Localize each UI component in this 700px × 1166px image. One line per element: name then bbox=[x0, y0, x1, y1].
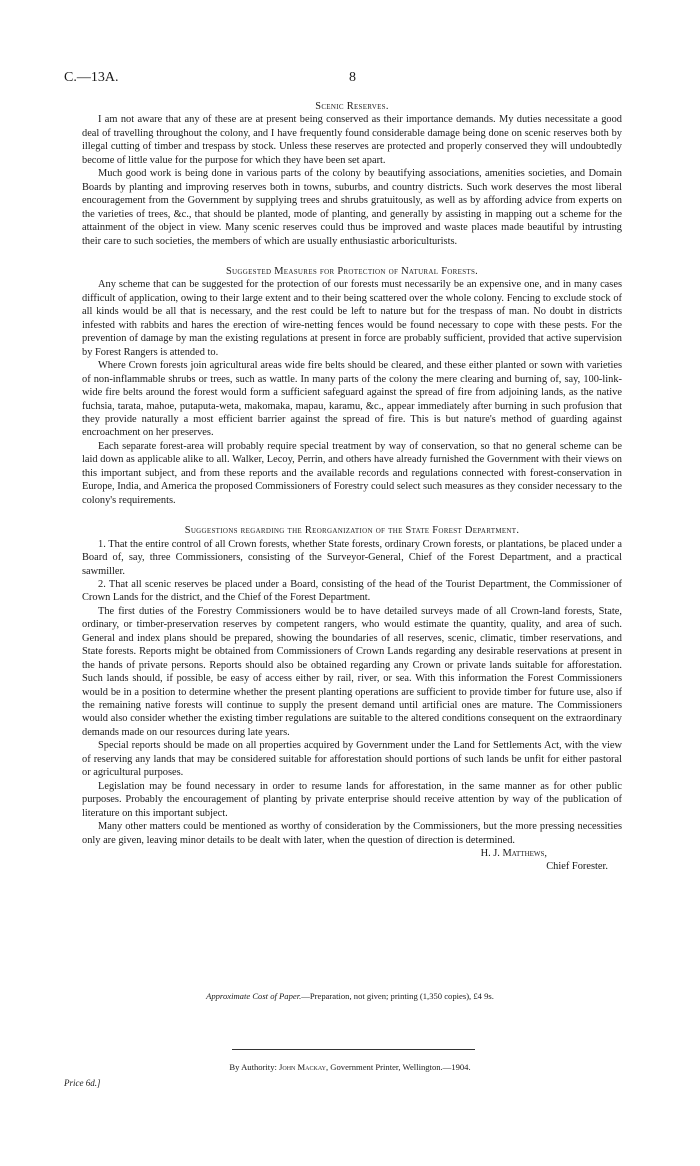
page-number: 8 bbox=[349, 70, 356, 85]
paragraph: 2. That all scenic reserves be placed under a Board, consisting of the head of the Tourist Department, the Commissioner of Crown Lands for the district, and the Chief of the Forest Department. bbox=[82, 578, 622, 604]
section-heading: Scenic Reserves. bbox=[315, 101, 389, 112]
paragraph: Where Crown forests join agricultural areas wide fire belts should be cleared, and these either planted or sown with varieties of non-inflammable shrubs or trees, such as wattle. In many parts of the colony the mere clearing and burning of, say, 100-link-wide fire belts around the forest would form a sufficient safeguard against the spread of fire from adjoining lands, as the native fuchsia, tarata, mahoe, putaputa-weta, makomaka, mapau, karamu, &c., appear immediately after burning in such profusion that they provide naturally a most efficient barrier against the spread of fire. This is but nature's method of guarding against encroachment on her preserves. bbox=[82, 360, 622, 439]
cost-text: —Preparation, not given; printing (1,350 copies), £4 9s. bbox=[301, 991, 494, 1001]
section-scenic-reserves bbox=[82, 100, 622, 248]
paragraph: Any scheme that can be suggested for the protection of our forests must necessarily be an expensive one, and in many cases difficult of application, owing to their large extent and to their being scattered over the whole colony. Fencing to exclude stock of all kinds would be all that is necessary, and the rest could be left to nature but for the trespass of man. No doubt in districts infested with rabbits and hares the erection of wire-netting fences would be found necessary to cope with these pests. For the prevention of damage by man the existing regulations at present in force are probably sufficient, provided that active supervision by Forest Rangers is attended to. bbox=[82, 279, 622, 358]
paragraph: 1. That the entire control of all Crown forests, whether State forests, ordinary Crown forests, or plantations, be placed under a Board of, say, three Commissioners, consisting of the Surveyor-General, Chief of the Forest Department, and a practical sawmiller. bbox=[82, 538, 622, 577]
printer-imprint bbox=[0, 1062, 700, 1072]
authority-prefix: By Authority: bbox=[229, 1062, 280, 1072]
printer-name: John Mackay bbox=[279, 1062, 326, 1072]
paragraph: Many other matters could be mentioned as worthy of consideration by the Commissioners, but the more pressing necessities only are given, leaving minor details to be dealt with later, when the question of direction is determined. bbox=[82, 821, 622, 846]
page-header bbox=[64, 70, 640, 90]
footer-rule bbox=[232, 1049, 475, 1050]
document-code: C.—13A. bbox=[64, 70, 119, 85]
cost-label: Approximate Cost of Paper. bbox=[206, 991, 302, 1001]
price-note: Price 6d.] bbox=[64, 1078, 101, 1088]
paragraph: Special reports should be made on all properties acquired by Government under the Land for Settlements Act, with the view of reserving any lands that may be considered suitable for afforestation should portions of such lands be unfit for either pastoral or agricultural purposes. bbox=[82, 740, 622, 779]
signatory-title: Chief Forester. bbox=[546, 861, 608, 873]
signature-line bbox=[82, 847, 622, 860]
section-protection-measures bbox=[82, 265, 622, 507]
section-heading: Suggestions regarding the Reorganization of the State Forest Department. bbox=[184, 525, 520, 537]
paragraph: I am not aware that any of these are at present being conserved as their importance demands. My duties necessitate a good deal of travelling throughout the colony, and I have frequently found considerable damage being done on scenic reserves both by illegal cutting of timber and trespass by stock. Unless these reserves are protected and properly conserved they will undoubtedly become of little value for the purpose for which they have been set apart. bbox=[82, 114, 622, 166]
section-reorganization bbox=[82, 524, 622, 847]
document-body bbox=[82, 100, 622, 874]
paragraph: Each separate forest-area will probably require special treatment by way of conservation, so that no general scheme can be laid down as applicable alike to all. Walker, Lecoy, Perrin, and others have already furnished the Government with their views on this important subject, and from these reports and the available records and regulations connected with forest-conservation in Europe, India, and America the proposed Commissioners of Forestry could select such measures as they consider necessary to the colony's requirements. bbox=[82, 440, 622, 506]
paragraph: Legislation may be found necessary in order to resume lands for afforestation, in the same manner as for other public purposes. Probably the encouragement of planting by private enterprise should receive attention by way of the publication of literature on this important subject. bbox=[82, 780, 622, 819]
authority-suffix: , Government Printer, Wellington.—1904. bbox=[325, 1062, 471, 1072]
cost-note bbox=[0, 991, 700, 1001]
signatory-name: H. J. Matthews, bbox=[480, 848, 547, 860]
paragraph: The first duties of the Forestry Commissioners would be to have detailed surveys made of all Crown-land forests, State, ordinary, or timber-preservation reserves by competent rangers, who would estimate the quantity, quality, and area of such. General and index plans should be prepared, showing the boundaries of all reserves, scenic, climatic, timber reservations, and State forests. Reports might be obtained from Commissioners of Crown Lands regarding any desirable reservations at present in the hands of private persons. Reports should also be obtained regarding any Crown or private lands suitable for afforestation. Such lands should, if possible, be easy of access either by rail, river, or sea. With this information the Forest Commissioners would be in a position to determine whether the present planting operations are sufficient to provide timber for future use, also if the remaining native forests will continue to supply the present demand until artificial ones are mature. The Commissioners would also consider whether the existing timber regulations are suitable to the altered conditions consequent on the extraordinary demands made on our resources during late years. bbox=[82, 605, 622, 738]
section-heading: Suggested Measures for Protection of Natural Forests. bbox=[225, 265, 479, 277]
paragraph: Much good work is being done in various parts of the colony by beautifying associations, amenities societies, and Domain Boards by planting and improving reserves both in towns, suburbs, and country districts. Such work deserves the most liberal encouragement from the Government by supplying trees and shrubs gratuitously, as well as by affording advice from experts on the varieties of trees, &c., that should be planted, mode of planting, and generally by assisting in mapping out a scheme for the attainment of the object in view. Many scenic reserves could thus be improved and waste places made beautiful by intrusting their care to such societies, the members of which are usually enthusiastic arboriculturists. bbox=[82, 168, 622, 247]
